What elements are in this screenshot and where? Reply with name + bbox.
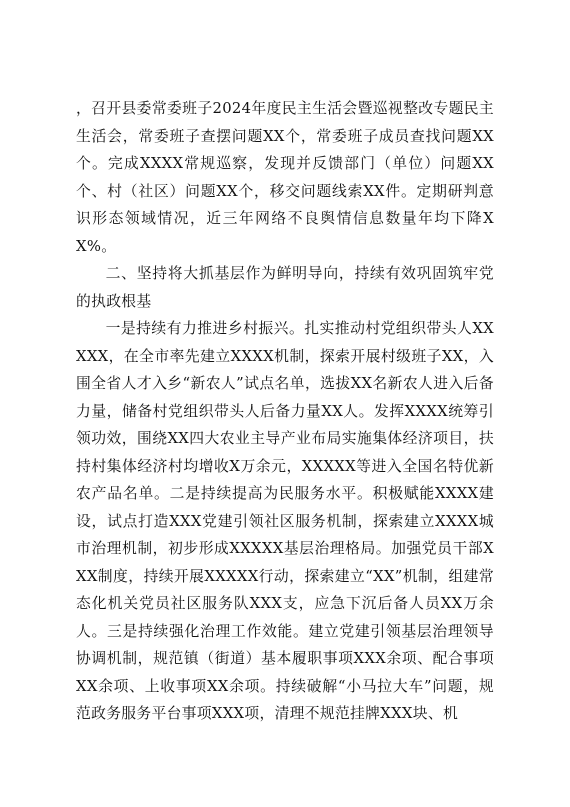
paragraph-continuation: ，召开县委常委班子2024年度民主生活会暨巡视整改专题民主生活会，常委班子查摆问题XX个，常委班子成员查找问题XX个。完成XXXX常规巡察，发现并反馈部门（单位）问题XX个、村（社区）问题XX个，移交问题线索XX件。定期研判意识形态领域情况，近三年网络不良舆情信息数量年均下降XX%。 [76, 100, 494, 255]
section-heading: 二、坚持将大抓基层作为鲜明导向，持续有效巩固筑牢党的执政根基 [76, 265, 494, 310]
paragraph-body: 一是持续有力推进乡村振兴。扎实推动村党组织带头人XXXXX，在全市率先建立XXXX机制，探索开展村级班子XX，入围全省人才入乡“新农人”试点名单，选拔XX名新农人进入后备力量，储备村党组织带头人后备力量XX人。发挥XXXX统筹引领功效，围绕XX四大农业主导产业布局实施集体经济项目，扶持村集体经济村均增收X万余元，XXXXX等进入全国名特优新农产品名单。二是持续提高为民服务水平。积极赋能XXXX建设，试点打造XXX党建引领社区服务机制，探索建立XXXX城市治理机制，初步形成XXXXX基层治理格局。加强党员干部XXX制度，持续开展XXXXX行动，探索建立“XX”机制，组建常态化机关党员社区服务队XXX支，应急下沉后备人员XX万余人。三是持续强化治理工作效能。建立党建引领基层治理领导协调机制，规范镇（街道）基本履职事项XXX余项、配合事项XX余项、上收事项XX余项。持续破解“小马拉大车”问题，规范政务服务平台事项XXX项，清理不规范挂牌XXX块、机 [76, 320, 494, 722]
document-body [76, 95, 494, 728]
